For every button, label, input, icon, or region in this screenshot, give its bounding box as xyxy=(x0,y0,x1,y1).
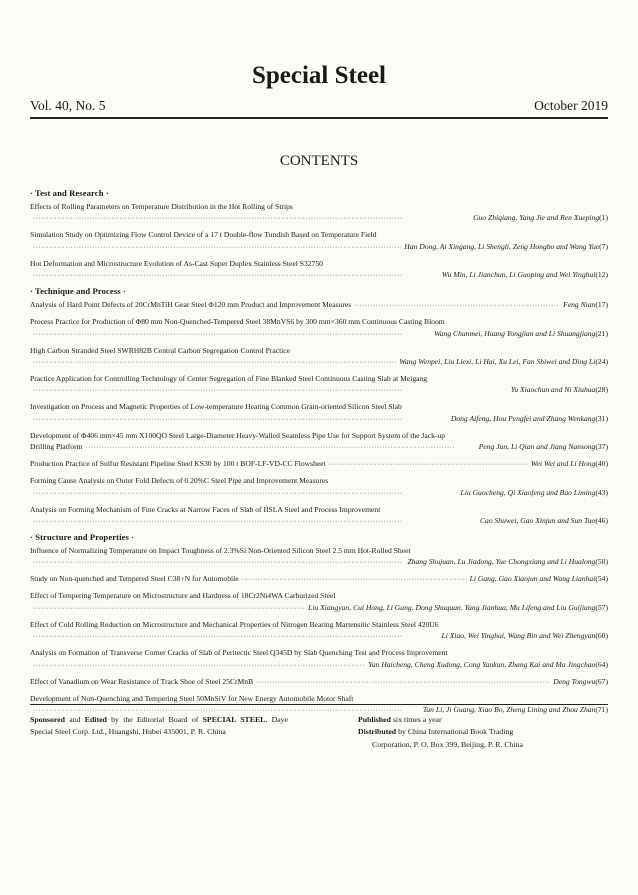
section-title: · Structure and Properties · xyxy=(30,532,135,543)
article-title: Development of Non-Quenching and Tempering Steel 50MnSiV for New Energy Automobile Motor Shaft xyxy=(30,693,354,703)
article-authors: Tan Li, Ji Guang, Xiao Bo, Zheng Lining and Zhou Zhan xyxy=(422,705,596,715)
dot-leader xyxy=(354,299,560,312)
article-authors: Peng Jun, Li Qian and Jiang Nansong xyxy=(478,442,596,452)
toc-article xyxy=(30,676,608,689)
table-of-contents xyxy=(30,188,608,718)
journal-title: Special Steel xyxy=(251,62,386,89)
toc-article xyxy=(30,401,608,426)
article-page-number: (43) xyxy=(595,487,608,497)
dot-leader xyxy=(33,556,404,569)
dot-leader xyxy=(33,487,458,500)
article-entry-row xyxy=(30,356,608,369)
dot-leader xyxy=(33,413,448,426)
article-title: Process Practice for Production of Φ80 mm Non-Quenched-Tempered Steel 38MnVS6 by 300 mm×360 mm Continuous Casting Bloom xyxy=(30,317,445,327)
article-title: Practice Application for Controlling Technology of Center Segregation of Fine Blanked Steel Continuous Casting Slab at Meigang xyxy=(30,374,428,384)
article-title: Production Practice of Sulfur Resistant Pipeline Steel KS30 by 100 t BOF-LF-VD-CC Flowsheet xyxy=(30,459,326,469)
edited-label: Edited xyxy=(84,715,107,724)
toc-article xyxy=(30,504,608,529)
article-page-number: (17) xyxy=(595,300,608,310)
article-title: Development of Φ406 mm×45 mm X100QO Steel Large-Diameter Heavy-Walled Seamless Pipe Use for Support System of the Jack-up xyxy=(30,430,446,440)
article-authors: Yan Haicheng, Cheng Xudong, Cong Yankun, Zhang Kai and Ma Jingchao xyxy=(368,659,596,669)
toc-section xyxy=(30,532,608,717)
journal-contents-page xyxy=(30,0,608,749)
article-entry-row xyxy=(30,384,608,397)
distributor-address: Corporation, P. O. Box 399, Beijing, P. R. China xyxy=(372,739,523,749)
volume-issue: Vol. 40, No. 5 xyxy=(30,98,106,113)
article-title: Study on Non-quenched and Tempered Steel C38+N for Automobile xyxy=(30,574,239,584)
article-authors: Liu Guocheng, Qi Xiaofeng and Bao Liming xyxy=(460,487,596,497)
article-entry-row xyxy=(30,602,608,615)
article-title: Hot Deformation and Microstructure Evolution of As-Cast Super Duplex Stainless Steel S32750 xyxy=(30,258,323,268)
published-label: Published xyxy=(358,715,391,724)
toc-section xyxy=(30,188,608,283)
article-title: Effect of Tempering Temperature on Microstructure and Hardness of 18Cr2Ni4WA Carburized Steel xyxy=(30,591,336,601)
article-authors: Wang Chunmei, Huang Yongjian and Li Shuangjiang xyxy=(434,328,596,338)
dot-leader xyxy=(33,328,431,341)
article-page-number: (7) xyxy=(599,241,608,251)
toc-section xyxy=(30,286,608,528)
toc-article xyxy=(30,647,608,672)
article-page-number: (24) xyxy=(595,357,608,367)
toc-article xyxy=(30,299,608,312)
article-entry-row xyxy=(30,515,608,528)
article-entry-row xyxy=(30,269,608,282)
article-entry-row xyxy=(30,556,608,569)
publisher-address: , Daye Special Steel Corp. Ltd., Huangshi, Hubei 435001, P. R. China xyxy=(30,715,289,737)
dot-leader xyxy=(33,241,401,254)
article-entry-row xyxy=(30,241,608,254)
article-authors: Guo Zhiqiang, Yang Jie and Ren Xueping xyxy=(473,213,600,223)
board-name: SPECIAL STEEL xyxy=(202,715,266,724)
article-authors: Yu Xiaochun and Ni Xiuhua xyxy=(510,385,596,395)
article-title: Effect of Vanadium on Wear Resistance of Track Shoe of Steel 25CrMnB xyxy=(30,676,254,686)
article-entry-row xyxy=(30,212,608,225)
dot-leader xyxy=(86,441,476,454)
toc-article xyxy=(30,373,608,398)
article-authors: Deng Tongwu xyxy=(553,676,596,686)
article-authors: Wu Min, Li Jianchun, Li Guoping and Wei Yinghui xyxy=(441,270,596,280)
article-authors: Feng Nian xyxy=(563,300,596,310)
article-page-number: (64) xyxy=(595,659,608,669)
article-authors: Wei Wei and Li Hong xyxy=(530,459,596,469)
article-page-number: (50) xyxy=(595,557,608,567)
article-page-number: (37) xyxy=(595,442,608,452)
toc-article xyxy=(30,590,608,615)
section-title: · Test and Research · xyxy=(30,188,109,198)
article-page-number: (31) xyxy=(595,413,608,423)
dot-leader xyxy=(33,515,477,528)
article-page-number: (28) xyxy=(595,385,608,395)
article-authors: Han Dong, Ai Xingang, Li Shengli, Zeng Hongbo and Wang Yue xyxy=(404,241,600,251)
article-authors: Dong Aifeng, Hou Pengfei and Zhang Wenkang xyxy=(450,413,596,423)
dot-leader xyxy=(33,384,508,397)
dot-leader xyxy=(33,630,438,643)
article-title: Analysis on Forming Mechanism of Fine Cracks at Narrow Faces of Slab of IISLA Steel and Process Improvement xyxy=(30,504,381,514)
article-authors: Cao Shuwei, Gao Xinjun and Sun Tuo xyxy=(479,516,596,526)
article-title: Simulation Study on Optimizing Flow Control Device of a 17 t Double-flow Tundish Based on Temperature Field xyxy=(30,230,377,240)
distributed-label: Distributed xyxy=(358,727,397,737)
toc-article xyxy=(30,345,608,370)
article-authors: Li Xiao, Wei Yinghui, Wang Bin and Wei Zhengyan xyxy=(441,631,596,641)
sponsored-label: Sponsored xyxy=(30,715,65,724)
toc-article xyxy=(30,229,608,254)
dot-leader xyxy=(33,356,396,369)
dot-leader xyxy=(242,573,467,586)
article-page-number: (54) xyxy=(595,574,608,584)
dot-leader xyxy=(33,212,470,225)
article-entry-row xyxy=(30,441,608,454)
article-title: Effects of Rolling Parameters on Temperature Distribution in the Hot Rolling of Strips xyxy=(30,202,293,211)
toc-article xyxy=(30,430,608,455)
toc-article xyxy=(30,316,608,341)
article-title: High Carbon Stranded Steel SWRH82B Central Carbon Segregation Control Practice xyxy=(30,345,291,355)
article-title: Effect of Cold Rolling Reduction on Microstructure and Mechanical Properties of Nitrogen Bearing Martensitic Stainless Steel 420U6 xyxy=(30,619,439,629)
distributor-name: by China International Book Trading xyxy=(398,727,514,737)
editorial-board-text: by the Editorial Board of xyxy=(111,715,199,724)
article-page-number: (46) xyxy=(595,516,608,526)
article-title: Forming Cause Analysis on Outer Fold Defects of 0.20%C Steel Pipe and Improvement Measures xyxy=(30,476,329,486)
article-page-number: (60) xyxy=(595,631,608,641)
article-page-number: (71) xyxy=(595,705,608,715)
article-entry-row xyxy=(30,458,608,471)
publication-frequency: six times a year xyxy=(392,715,442,724)
article-entry-row xyxy=(30,299,608,312)
dot-leader xyxy=(33,659,365,672)
toc-article xyxy=(30,619,608,644)
toc-article xyxy=(30,545,608,570)
issue-date: October 2019 xyxy=(534,98,608,113)
article-entry-row xyxy=(30,573,608,586)
section-title: · Technique and Process · xyxy=(30,286,126,297)
toc-article xyxy=(30,475,608,500)
toc-article xyxy=(30,573,608,586)
toc-article xyxy=(30,458,608,471)
dot-leader xyxy=(33,269,439,282)
article-entry-row xyxy=(30,630,608,643)
article-page-number: (57) xyxy=(595,602,608,612)
article-page-number: (40) xyxy=(595,459,608,469)
dot-leader xyxy=(256,676,550,689)
article-entry-row xyxy=(30,487,608,500)
article-entry-row xyxy=(30,659,608,672)
article-title: Analysis of Hard Point Defects of 20CrMnTiH Gear Steel Φ120 mm Product and Improvement Measures xyxy=(30,300,352,310)
contents-heading: CONTENTS xyxy=(279,153,359,169)
and-word: and xyxy=(69,715,81,724)
dot-leader xyxy=(33,602,305,615)
article-page-number: (67) xyxy=(595,676,608,686)
article-page-number: (1) xyxy=(599,213,608,223)
article-title: Investigation on Process and Magnetic Properties of Low-temperature Heating Common Grain-oriented Silicon Steel Slab xyxy=(30,402,402,412)
article-entry-row xyxy=(30,676,608,689)
sponsor-info xyxy=(30,714,288,751)
article-authors: Liu Xiangyan, Cui Hong, Li Gang, Dong Shuquan, Yang Jianhua, Mu Lifeng and Liu Guijiang xyxy=(308,602,596,612)
article-page-number: (12) xyxy=(595,270,608,280)
issue-line xyxy=(30,98,608,119)
toc-article xyxy=(30,258,608,283)
article-entry-row xyxy=(30,413,608,426)
publication-footer xyxy=(30,704,608,751)
article-title: Analysis on Formation of Transverse Corner Cracks of Slab of Peritectic Steel Q345D by Slab Quenching Test and Process Improvement xyxy=(30,648,448,658)
article-title: Influence of Normalizing Temperature on Impact Toughness of 2.3%Si Non-Oriented Silicon Steel 2.5 mm Hot-Rolled Sheet xyxy=(30,546,411,556)
article-page-number: (21) xyxy=(595,328,608,338)
article-authors: Wang Wenpei, Liu Liexi, Li Hai, Xu Lei, Fan Shiwei and Ding Li xyxy=(399,357,596,367)
article-authors: Li Gang, Gao Xiaojun and Wang Lianhai xyxy=(469,574,596,584)
dot-leader xyxy=(329,458,528,471)
toc-article xyxy=(30,201,608,226)
article-authors: Zhang Shujuan, Lu Jiadong, Yue Chongxiang and Li Hualong xyxy=(407,557,596,567)
article-title-continued: Drilling Platform xyxy=(30,442,83,452)
article-entry-row xyxy=(30,328,608,341)
distribution-info xyxy=(358,714,608,751)
